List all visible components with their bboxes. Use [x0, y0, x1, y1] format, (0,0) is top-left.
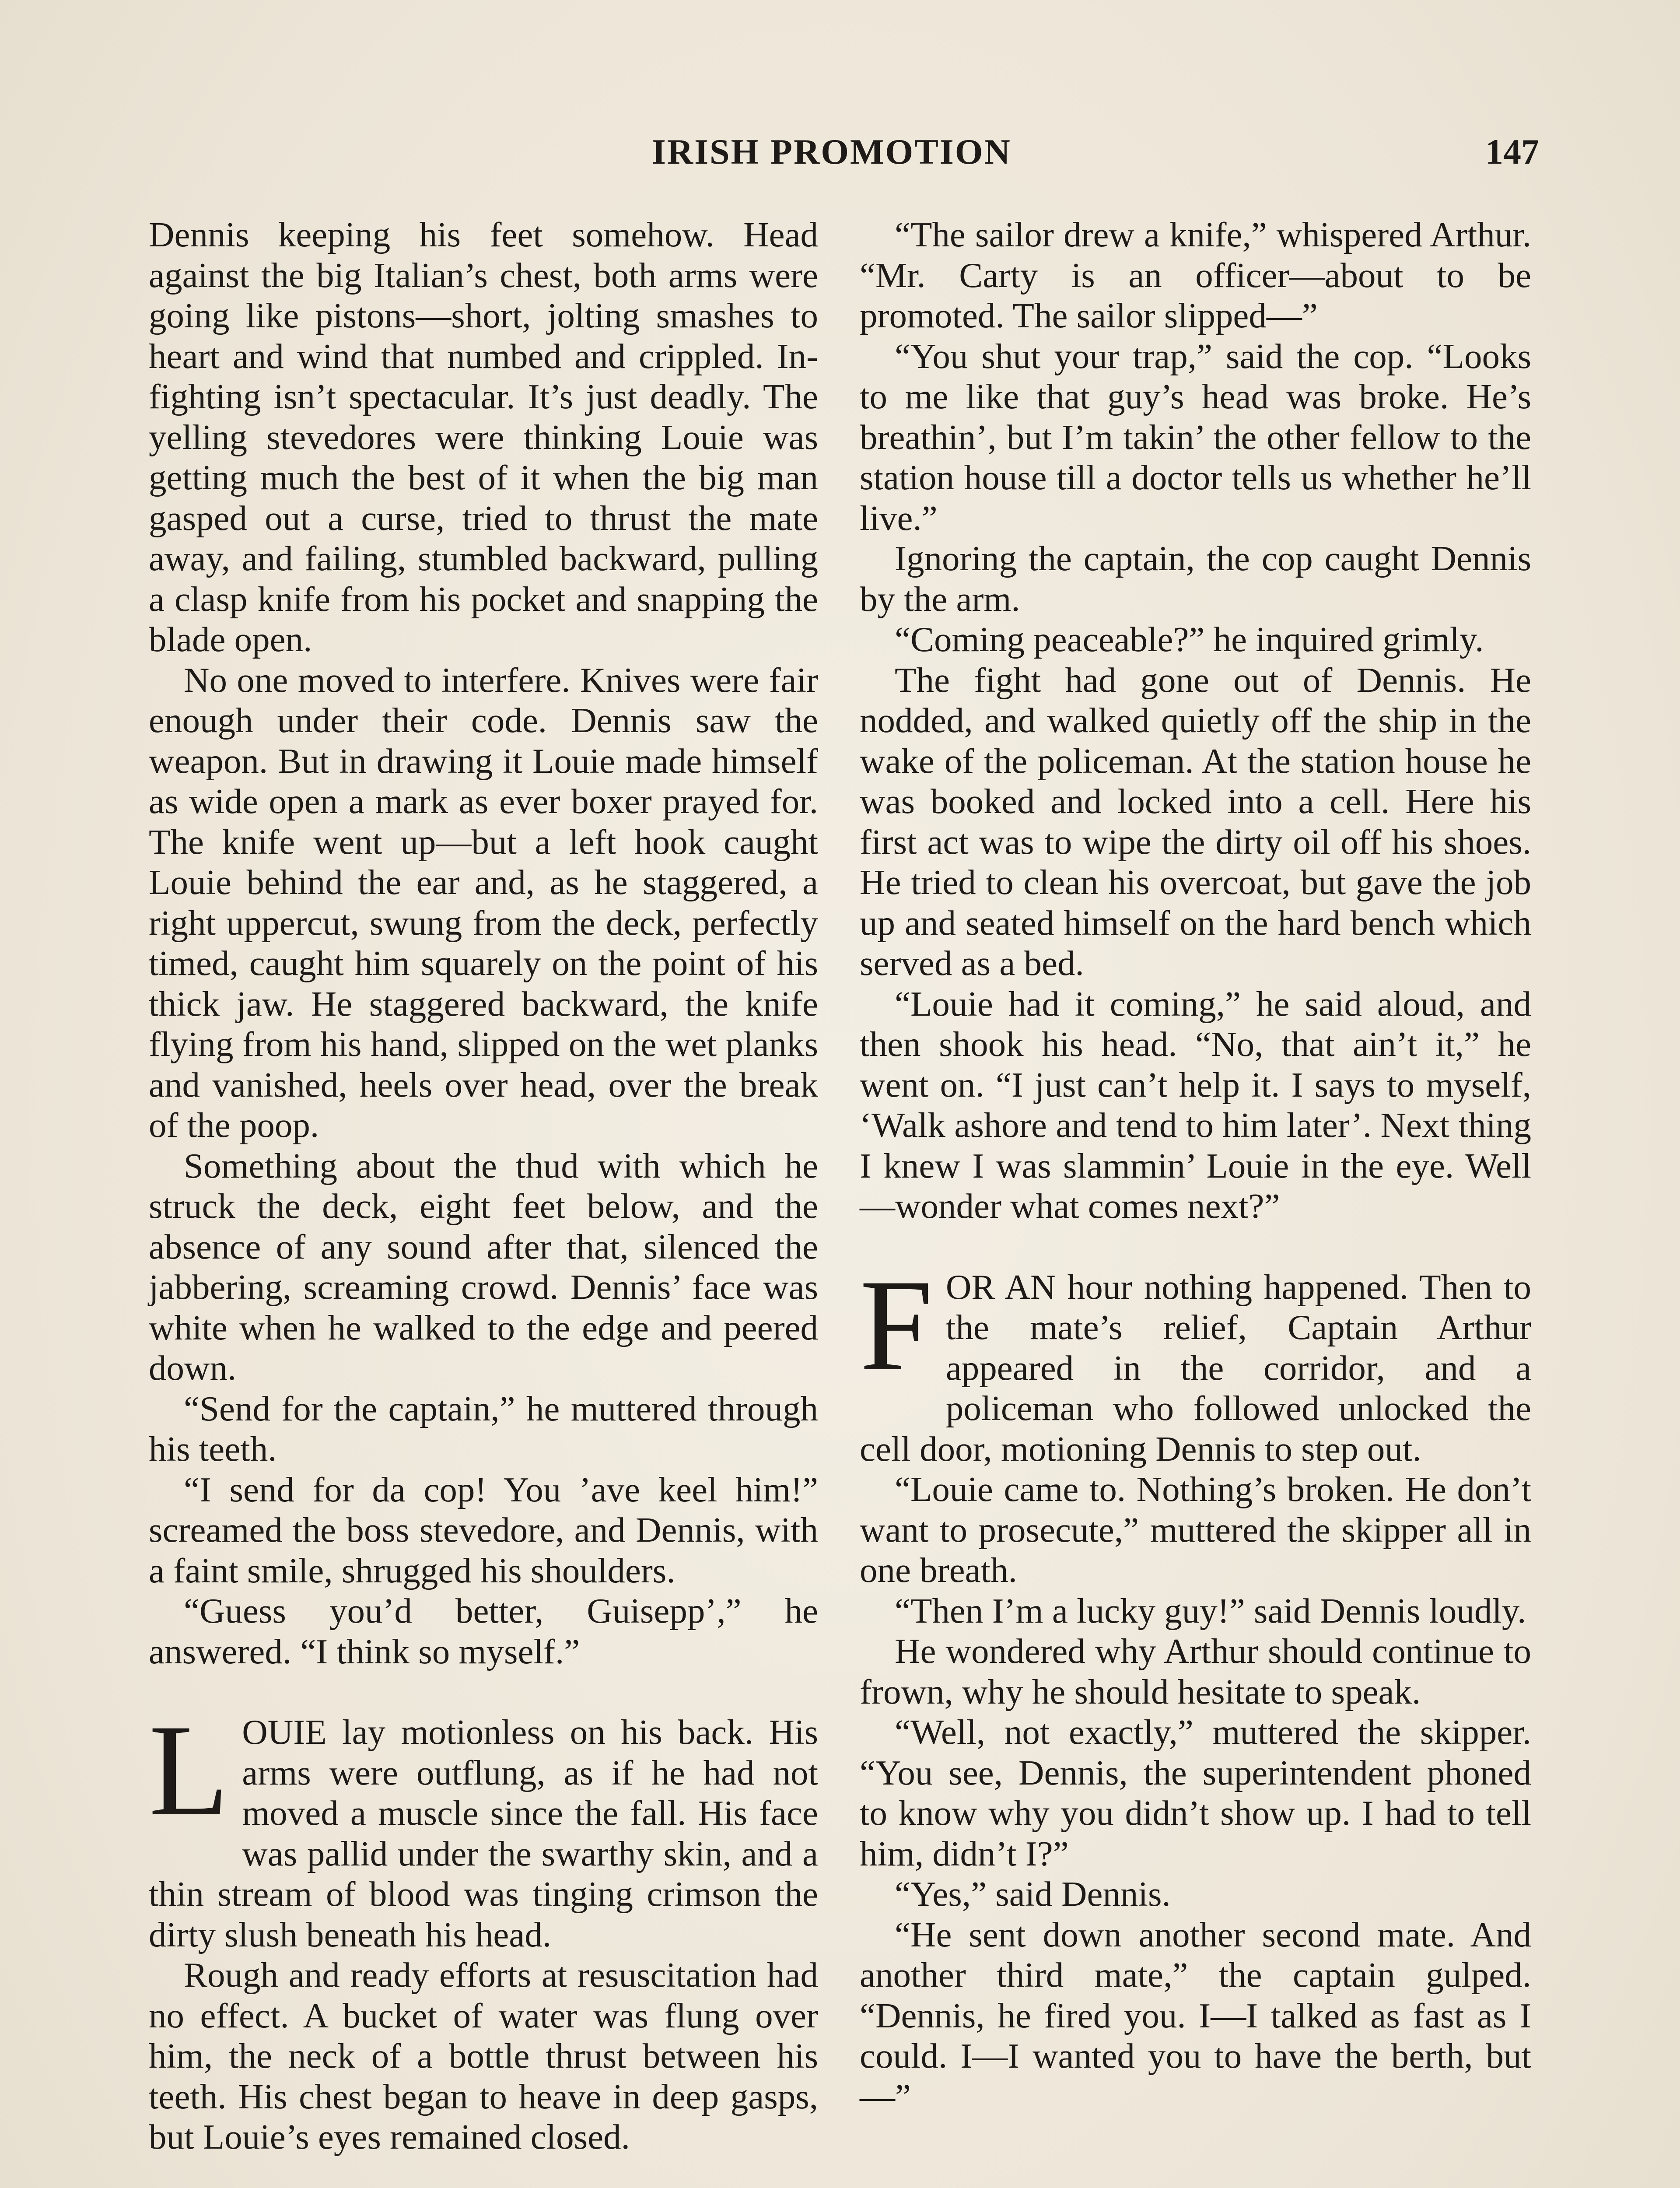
section-opening-text: OUIE lay motionless on his back. His arms were outflung, as if he had not moved a muscle since the fall. His face was pallid under the swarthy skin, and a thin stream of blood was tinging crimson the dirty slush beneath his head.: [149, 1712, 818, 1954]
paragraph: “Louie had it coming,” he said aloud, and then shook his head. “No, that ain’t it,” he went on. “I just can’t help it. I says to myself, ‘Walk ashore and tend to him later’. Next thing I knew I was slammin’ Louie in the eye. Well—wonder what comes next?”: [860, 984, 1531, 1226]
drop-cap: L: [149, 1697, 229, 1843]
paragraph: “You shut your trap,” said the cop. “Looks to me like that guy’s head was broke. He’s breathin’, but I’m takin’ the other fellow to the station house till a doctor tells us whether he’ll live.”: [860, 336, 1531, 538]
paragraph: “Louie came to. Nothing’s broken. He don’t want to prosecute,” muttered the skipper all in one breath.: [860, 1469, 1531, 1590]
paragraph: Something about the thud with which he struck the deck, eight feet below, and the absence of any sound after that, silenced the jabbering, screaming crowd. Dennis’ face was white when he walked to the edge and peered down.: [149, 1146, 818, 1388]
paragraph: “Guess you’d better, Guisepp’,” he answered. “I think so myself.”: [149, 1591, 818, 1671]
paragraph: “I send for da cop! You ’ave keel him!” screamed the boss stevedore, and Dennis, with a faint smile, shrugged his shoulders.: [149, 1469, 818, 1590]
paragraph: “Send for the captain,” he muttered through his teeth.: [149, 1389, 818, 1469]
paragraph: “The sailor drew a knife,” whispered Arthur. “Mr. Carty is an officer—about to be promoted. The sailor slipped—”: [860, 215, 1531, 335]
paragraph: “He sent down another second mate. And another third mate,” the captain gulped. “Dennis, he fired you. I—I talked as fast as I could. I—I wanted you to have the berth, but—”: [860, 1914, 1531, 2116]
drop-cap: F: [860, 1252, 933, 1398]
section-opening-text: OR AN hour nothing happened. Then to the mate’s relief, Captain Arthur appeared in the corridor, and a policeman who followed unlocked the cell door, motioning Dennis to step out.: [860, 1267, 1531, 1469]
paragraph: “Coming peaceable?” he inquired grimly.: [895, 620, 1484, 659]
paragraph: “Yes,” said Dennis.: [895, 1874, 1171, 1914]
left-column: [149, 214, 818, 2157]
paragraph: Ignoring the captain, the cop caught Dennis by the arm.: [860, 539, 1531, 619]
running-header: IRISH PROMOTION: [652, 132, 1012, 172]
paragraph: He wondered why Arthur should continue to frown, why he should hesitate to speak.: [860, 1631, 1531, 1711]
right-column: [860, 214, 1531, 2117]
section-opening-paragraph: [149, 1697, 818, 1955]
section-opening-paragraph: [860, 1252, 1531, 1469]
paragraph: Dennis keeping his feet somehow. Head against the big Italian’s chest, both arms were going like pistons—short, jolting smashes to heart and wind that numbed and crippled. In-fighting isn’t spectacular. It’s just deadly. The yelling stevedores were thinking Louie was getting much the best of it when the big man gasped out a curse, tried to thrust the mate away, and failing, stumbled backward, pulling a clasp knife from his pocket and snapping the blade open.: [149, 215, 818, 659]
page-number: 147: [1485, 132, 1539, 172]
paragraph: Rough and ready efforts at resuscitation had no effect. A bucket of water was flung over him, the neck of a bottle thrust between his teeth. His chest began to heave in deep gasps, but Louie’s eyes remained closed.: [149, 1955, 818, 2156]
paragraph: No one moved to interfere. Knives were fair enough under their code. Dennis saw the weapon. But in drawing it Louie made himself as wide open a mark as ever boxer prayed for. The knife went up—but a left hook caught Louie behind the ear and, as he staggered, a right uppercut, swung from the deck, perfectly timed, caught him squarely on the point of his thick jaw. He staggered backward, the knife flying from his hand, slipped on the wet planks and vanished, heels over head, over the break of the poop.: [149, 660, 818, 1145]
paragraph: “Then I’m a lucky guy!” said Dennis loudly.: [895, 1591, 1526, 1630]
paragraph: “Well, not exactly,” muttered the skipper. “You see, Dennis, the superintendent phoned to know why you didn’t show up. I had to tell him, didn’t I?”: [860, 1712, 1531, 1873]
paragraph: The fight had gone out of Dennis. He nodded, and walked quietly off the ship in the wake of the policeman. At the station house he was booked and locked into a cell. Here his first act was to wipe the dirty oil off his shoes. He tried to clean his overcoat, but gave the job up and seated himself on the hard bench which served as a bed.: [860, 660, 1531, 983]
